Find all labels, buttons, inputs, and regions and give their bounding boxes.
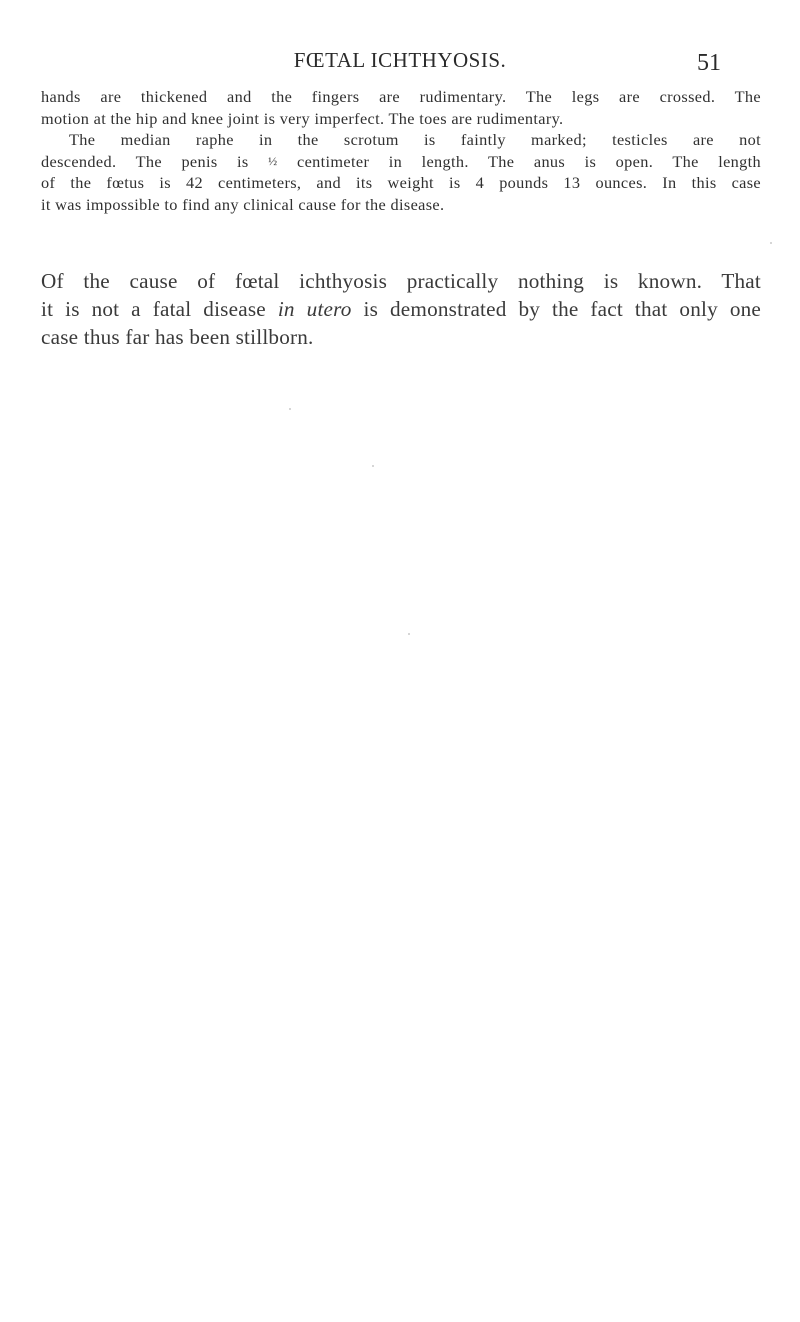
text-segment: descended. The penis is (41, 151, 249, 171)
scan-speck (408, 633, 410, 635)
body-text-large (41, 267, 761, 351)
text-segment: centimeter in length. The anus is open. The length (297, 151, 762, 171)
body-text-small (41, 86, 761, 216)
text-line: case thus far has been stillborn. (41, 325, 314, 349)
scan-speck (372, 465, 374, 467)
scan-speck (770, 242, 772, 244)
text-line: hands are thickened and the fingers are rudimentary. The legs are crossed. The (41, 87, 761, 106)
text-line: Of the cause of fœtal ichthyosis practically nothing is known. That (41, 269, 761, 293)
scan-speck (289, 408, 291, 410)
running-title: FŒTAL ICHTHYOSIS. (293, 48, 507, 72)
text-segment: it is not a fatal disease (41, 297, 266, 321)
text-line (41, 295, 761, 323)
running-head (0, 44, 800, 84)
italic-phrase: in utero (277, 297, 352, 321)
text-line: it was impossible to find any clinical cause for the disease. (41, 194, 445, 214)
text-line: of the fœtus is 42 centimeters, and its weight is 4 pounds 13 ounces. In this case (41, 173, 761, 193)
text-segment: is demonstrated by the fact that only one (363, 297, 762, 321)
text-line (41, 151, 761, 173)
text-line: motion at the hip and knee joint is very imperfect. The toes are rudimentary. (41, 108, 564, 128)
fraction-half: ½ (268, 153, 278, 168)
text-line: The median raphe in the scrotum is faintly marked; testicles are not (69, 130, 761, 150)
page-number: 51 (697, 50, 721, 76)
